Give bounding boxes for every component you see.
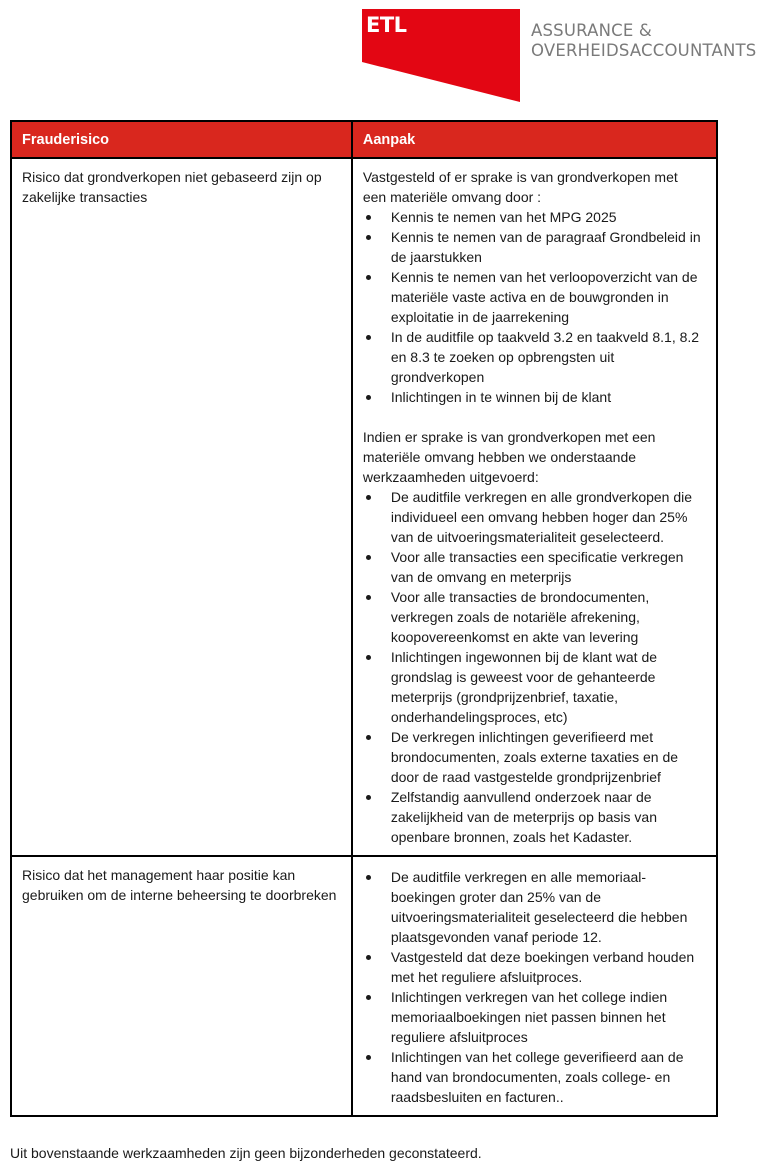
list-item: Kennis te nemen van de paragraaf Grondbeleid in de jaarstukken	[363, 227, 702, 267]
column-header-aanpak: Aanpak	[352, 121, 717, 158]
approach-intro: Vastgesteld of er sprake is van grondverkopen met een materiële omvang door :	[362, 169, 678, 205]
logo-line-2: OVERHEIDSACCOUNTANTS	[531, 41, 757, 60]
approach-cell	[352, 856, 717, 1116]
list-item: Inlichtingen in te winnen bij de klant	[363, 387, 702, 407]
table-header-row	[11, 121, 717, 158]
list-item: Voor alle transacties de brondocumenten, verkregen zoals de notariële afrekening, koopovereenkomst en akte van levering	[363, 587, 702, 647]
list-item: De auditfile verkregen en alle memoriaal-boekingen groter dan 25% van de uitvoeringsmaterialiteit geselecteerd die hebben plaatsgevonden vanaf periode 12.	[363, 867, 702, 947]
list-item: Inlichtingen verkregen van het college indien memoriaalboekingen niet passen binnen het reguliere afsluitproces	[363, 987, 702, 1047]
list-item: De verkregen inlichtingen geverifieerd met brondocumenten, zoals externe taxaties en de door de raad vastgestelde grondprijzenbrief	[363, 727, 702, 787]
list-item: Inlichtingen van het college geverifieerd aan de hand van brondocumenten, zoals college- en raadsbesluiten en facturen..	[363, 1047, 702, 1107]
column-header-frauderisico: Frauderisico	[11, 121, 352, 158]
list-item: In de auditfile op taakveld 3.2 en taakveld 8.1, 8.2 en 8.3 te zoeken op opbrengsten uit grondverkopen	[363, 327, 702, 387]
list-item: Voor alle transacties een specificatie verkregen van de omvang en meterprijs	[363, 547, 702, 587]
logo-wordmark	[531, 21, 757, 61]
list-item: Vastgesteld dat deze boekingen verband houden met het reguliere afsluitproces.	[363, 947, 702, 987]
fraud-risk-table	[10, 120, 718, 1117]
risk-cell: Risico dat grondverkopen niet gebaseerd zijn op zakelijke transacties	[11, 158, 352, 856]
approach-intro-2: Indien er sprake is van grondverkopen met een materiële omvang hebben we onderstaande werkzaamheden uitgevoerd:	[362, 429, 656, 485]
approach-bullet-list	[363, 867, 702, 1107]
paragraph-spacer	[363, 407, 702, 427]
list-item: Inlichtingen ingewonnen bij de klant wat de grondslag is geweest voor de gehanteerde meterprijs (grondprijzenbrief, taxatie, onderhandelingsproces, etc)	[363, 647, 702, 727]
table-row	[11, 856, 717, 1116]
approach-bullet-list-2	[363, 487, 702, 847]
list-item: Kennis te nemen van het verloopoverzicht van de materiële vaste activa en de bouwgronden in exploitatie in de jaarrekening	[363, 267, 702, 327]
list-item: Kennis te nemen van het MPG 2025	[363, 207, 702, 227]
approach-cell	[352, 158, 717, 856]
risk-cell: Risico dat het management haar positie kan gebruiken om de interne beheersing te doorbreken	[11, 856, 352, 1116]
logo-mark: ETL	[366, 13, 407, 37]
company-logo	[362, 9, 767, 104]
logo-line-1: ASSURANCE &	[531, 21, 652, 40]
conclusion-note: Uit bovenstaande werkzaamheden zijn geen bijzonderheden geconstateerd.	[10, 1145, 482, 1161]
list-item: De auditfile verkregen en alle grondverkopen die individueel een omvang hebben hoger dan 25% van de uitvoeringsmaterialiteit geselecteerd.	[363, 487, 702, 547]
list-item: Zelfstandig aanvullend onderzoek naar de zakelijkheid van de meterprijs op basis van openbare bronnen, zoals het Kadaster.	[363, 787, 702, 847]
table-row	[11, 158, 717, 856]
approach-bullet-list	[363, 207, 702, 407]
